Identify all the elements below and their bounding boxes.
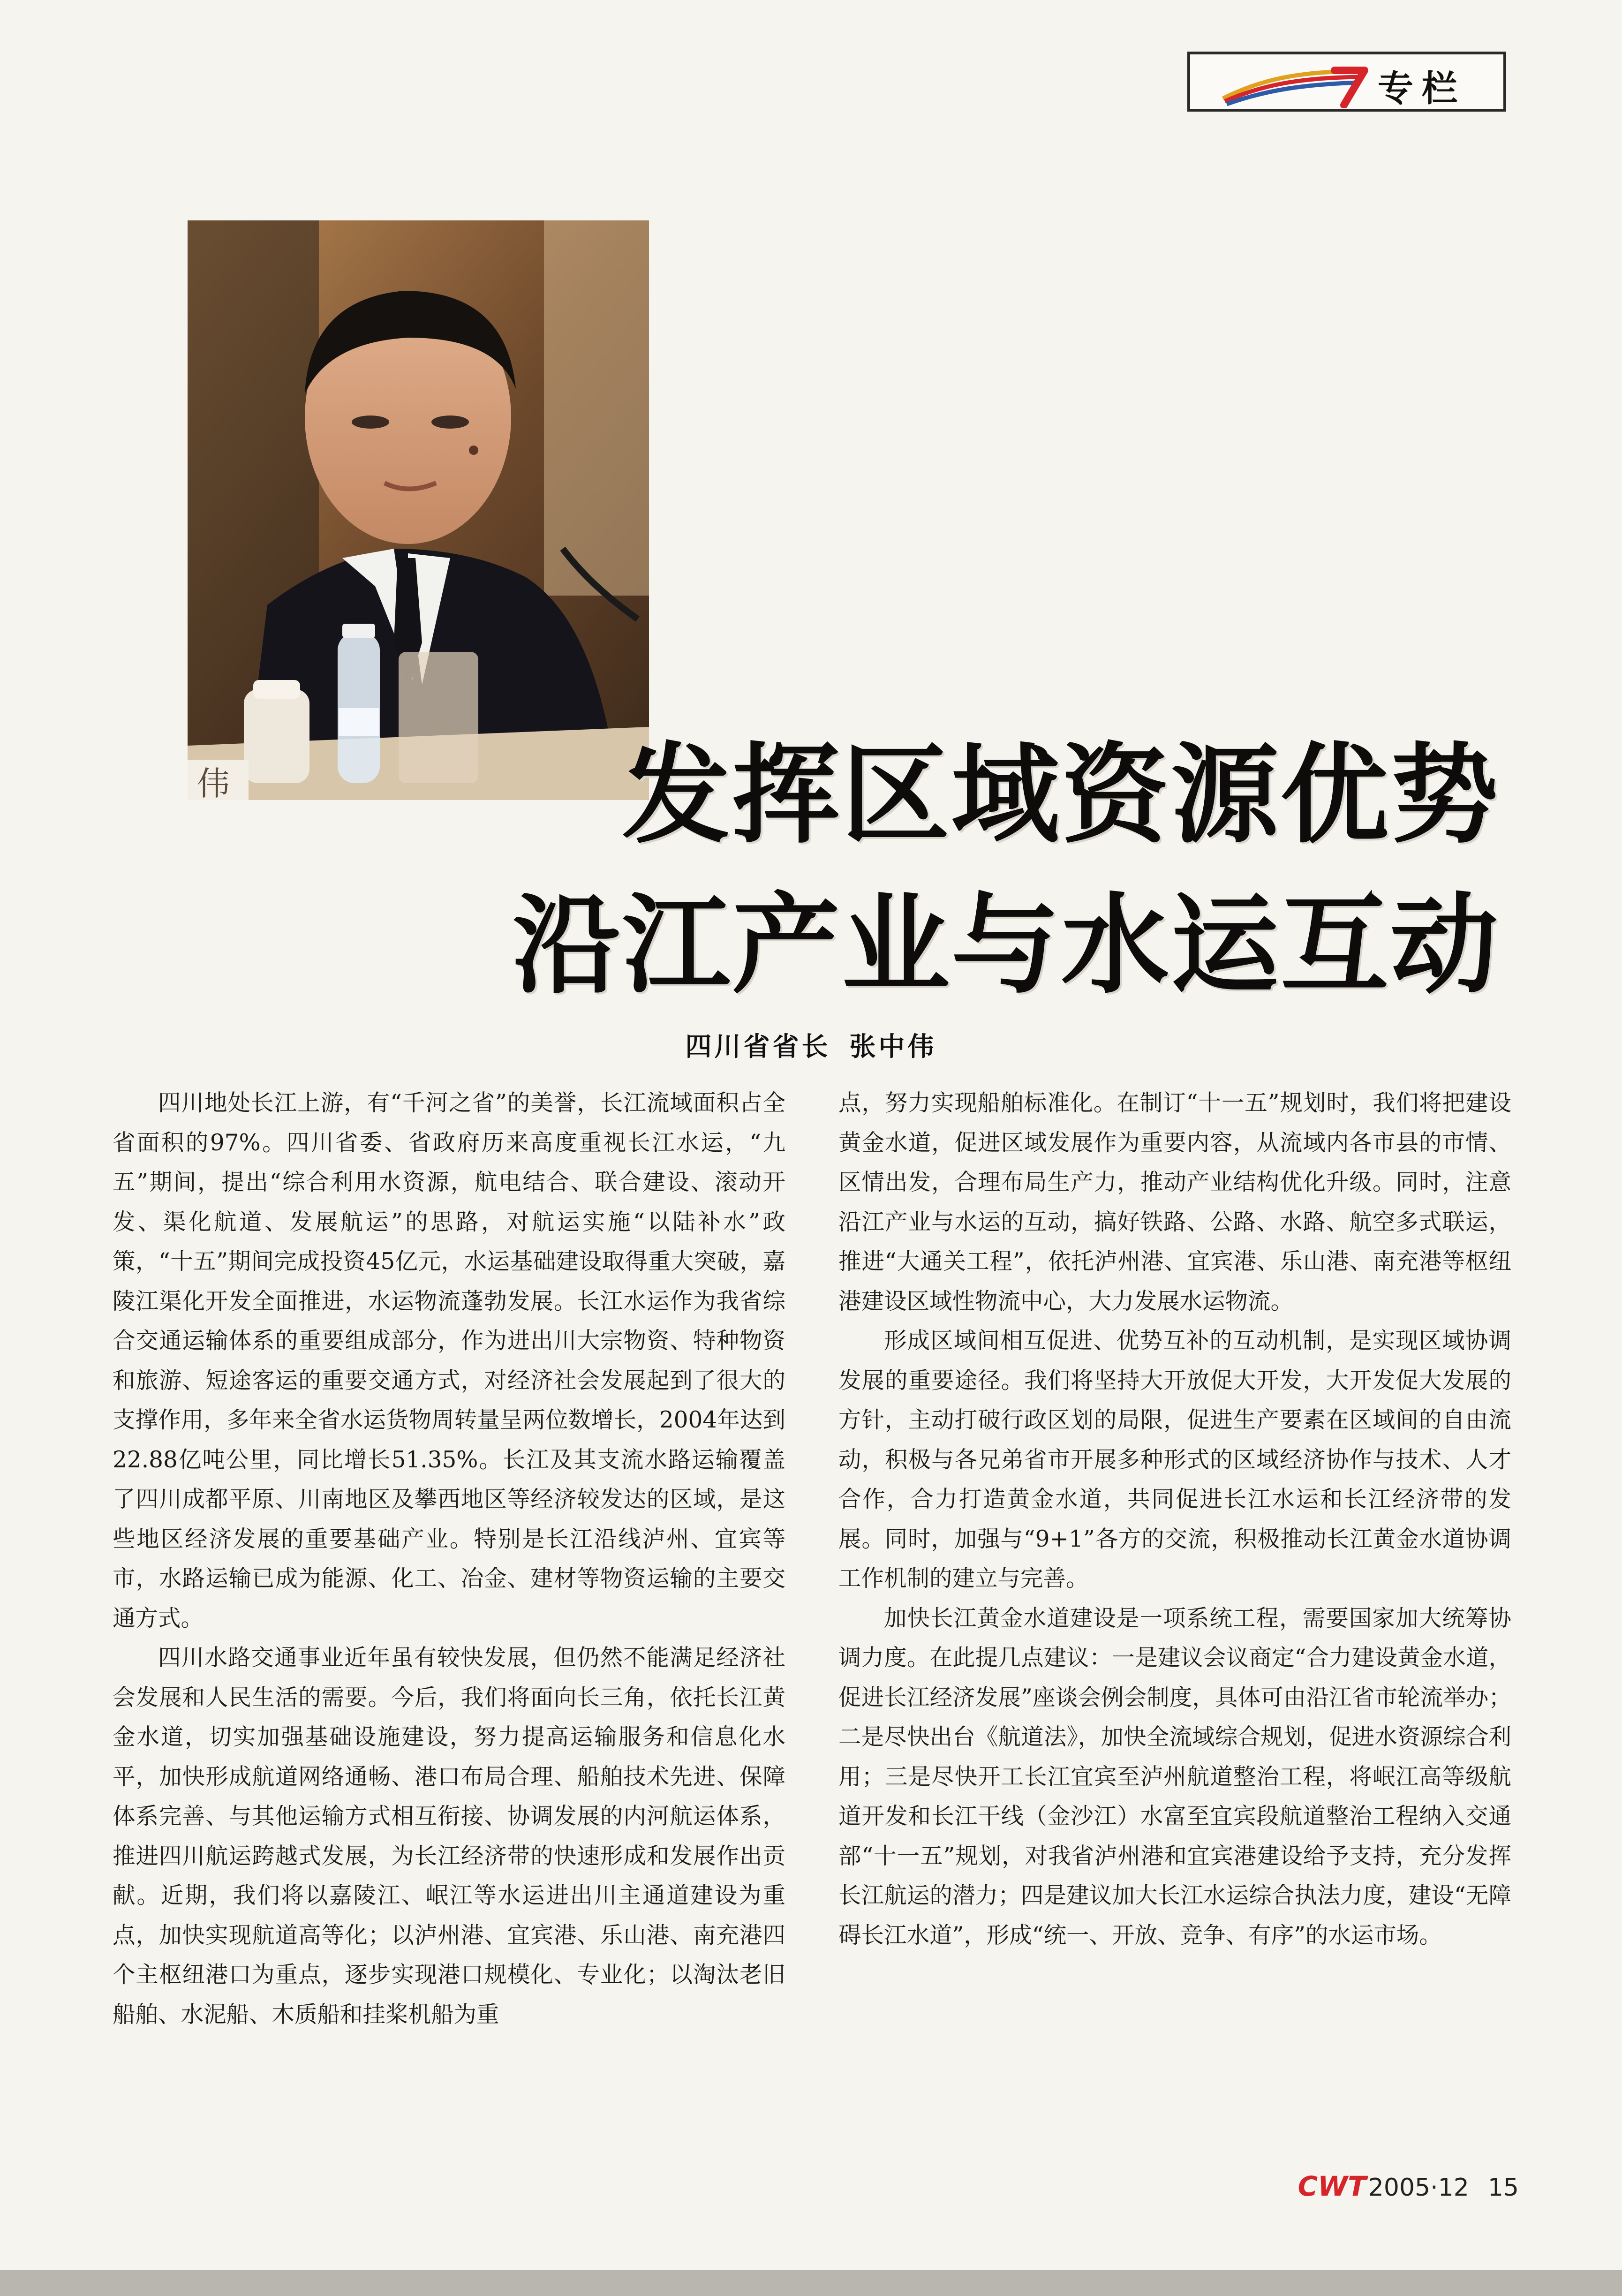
page-number: 15 bbox=[1487, 2174, 1519, 2202]
issue-date: 2005·12 bbox=[1368, 2174, 1469, 2202]
paragraph: 四川地处长江上游，有“千河之省”的美誉，长江流域面积占全省面积的97%。四川省委、省政府历来高度重视长江水运，“九五”期间，提出“综合利用水资源，航电结合、联合建设、滚动开发、渠化航道、发展航运”的思路，对航运实施“以陆补水”政策，“十五”期间完成投资45亿元，水运基础建设取得重大突破，嘉陵江渠化开发全面推进，水运物流蓬勃发展。长江水运作为我省综合交通运输体系的重要组成部分，作为进出川大宗物资、特种物资和旅游、短途客运的重要交通方式，对经济社会发展起到了很大的支撑作用，多年来全省水运货物周转量呈两位数增长，2004年达到22.88亿吨公里，同比增长51.35%。长江及其支流水路运输覆盖了四川成都平原、川南地区及攀西地区等经济较发达的区域，是这些地区经济发展的重要基础产业。特别是长江沿线泸州、宜宾等市，水路运输已成为能源、化工、冶金、建材等物资运输的主要交通方式。 bbox=[113, 1090, 785, 1631]
paragraph: 加快长江黄金水道建设是一项系统工程，需要国家加大统筹协调力度。在此提几点建议：一是建议会议商定“合力建设黄金水道，促进长江经济发展”座谈会例会制度，具体可由沿江省市轮流举办；二是尽快出台《航道法》，加快全流域综合规划，促进水资源综合利用；三是尽快开工长江宜宾至泸州航道整治工程，将岷江高等级航道开发和长江干线（金沙江）水富至宜宾段航道整治工程纳入交通部“十一五”规划，对我省泸州港和宜宾港建设给予支持，充分发挥长江航运的潜力；四是建议加大长江水运综合执法力度，建设“无障碍长江水道”，形成“统一、开放、竞争、有序”的水运市场。 bbox=[838, 1605, 1511, 1949]
paragraph: 四川水路交通事业近年虽有较快发展，但仍然不能满足经济社会发展和人民生活的需要。今后，我们将面向长三角，依托长江黄金水道，切实加强基础设施建设，努力提高运输服务和信息化水平，加快形成航道网络通畅、港口布局合理、船舶技术先进、保障体系完善、与其他运输方式相互衔接、协调发展的内河航运体系，推进四川航运跨越式发展，为长江经济带的快速形成和发展作出贡献。近期，我们将以嘉陵江、岷江等水运进出川主通道建设为重点，加快实现航道高等化；以泸州港、宜宾港、乐山港、南充港四个主枢纽港口为重点，逐步实现港口规模化、专业化；以淘汰老旧船舶、水泥船、木质船和挂桨机船为重 bbox=[113, 1645, 785, 2028]
page-footer bbox=[1298, 2170, 1519, 2202]
paragraph: 形成区域间相互促进、优势互补的互动机制，是实现区域协调发展的重要途径。我们将坚持大开放促大开发，大开发促大发展的方针，主动打破行政区划的局限，促进生产要素在区域间的自由流动，积极与各兄弟省市开展多种形式的区域经济协作与技术、人才合作，合力打造黄金水道，共同促进长江水运和长江经济带的发展。同时，加强与“9+1”各方的交流，积极推动长江黄金水道协调工作机制的建立与完善。 bbox=[838, 1328, 1511, 1592]
scan-edge-strip bbox=[0, 2270, 1622, 2296]
swoosh-7-logo-icon bbox=[1218, 61, 1368, 108]
article-column-right bbox=[838, 1083, 1511, 1955]
column-label: 专栏 bbox=[1378, 68, 1466, 109]
author-photo-illustration bbox=[188, 220, 649, 800]
headline-line-2: 沿江产业与水运互动 bbox=[512, 882, 1500, 1008]
magazine-logo: CWT bbox=[1298, 2170, 1366, 2202]
byline bbox=[0, 1026, 1622, 1064]
headline-line-1: 发挥区域资源优势 bbox=[622, 732, 1500, 858]
column-tag bbox=[1187, 52, 1506, 112]
author-name: 张中伟 bbox=[849, 1032, 937, 1062]
author-title: 四川省省长 bbox=[685, 1032, 831, 1062]
paragraph: 点，努力实现船舶标准化。在制订“十一五”规划时，我们将把建设黄金水道，促进区域发展作为重要内容，从流域内各市县的市情、区情出发，合理布局生产力，推动产业结构优化升级。同时，注意沿江产业与水运的互动，搞好铁路、公路、水路、航空多式联运，推进“大通关工程”，依托泸州港、宜宾港、乐山港、南充港等枢纽港建设区域性物流中心，大力发展水运物流。 bbox=[838, 1090, 1511, 1314]
author-photo bbox=[188, 220, 649, 800]
photo-corner-text: 伟 bbox=[197, 764, 230, 800]
article-column-left bbox=[113, 1083, 785, 2034]
